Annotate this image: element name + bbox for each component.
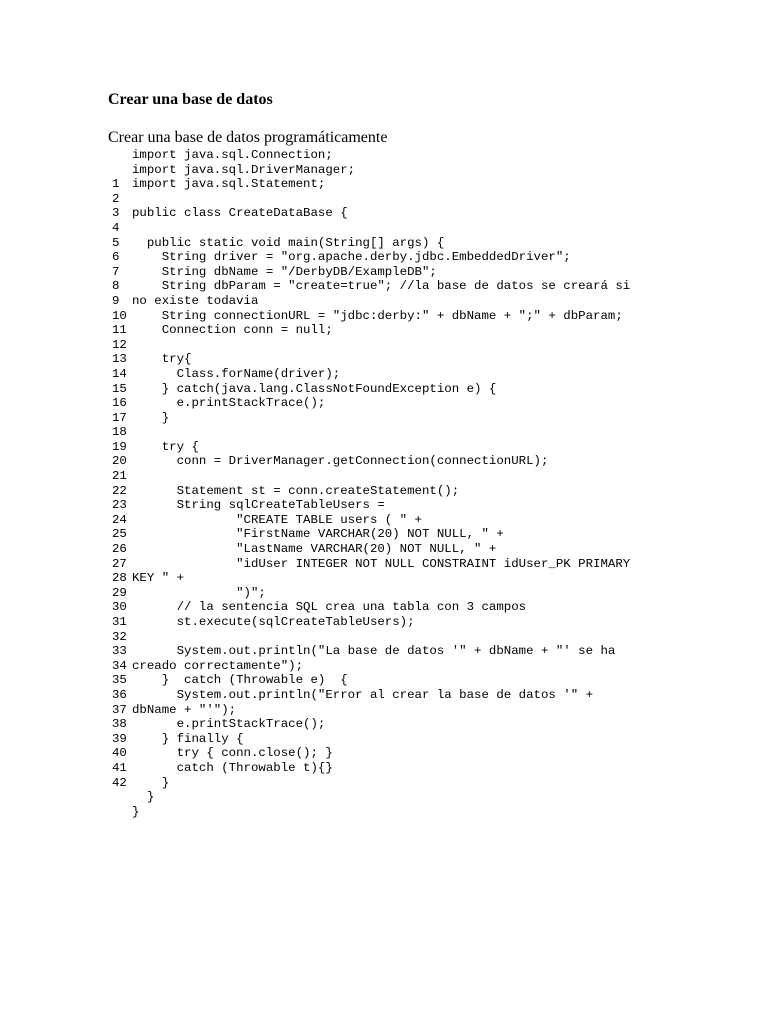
line-number: 8: [112, 279, 120, 294]
line-number: 13: [112, 352, 127, 367]
code-text: "LastName VARCHAR(20) NOT NULL, " +: [132, 542, 497, 557]
line-number: 37: [112, 702, 127, 717]
line-number: 19: [112, 439, 127, 454]
line-number: 3: [112, 206, 120, 221]
line-number: 29: [112, 585, 127, 600]
code-text: }: [132, 775, 170, 790]
code-text: String dbName = "/DerbyDB/ExampleDB";: [132, 264, 437, 279]
line-number: 38: [112, 717, 127, 732]
code-text: "FirstName VARCHAR(20) NOT NULL, " +: [132, 527, 504, 542]
line-number: 14: [112, 366, 127, 381]
line-number: 20: [112, 454, 127, 469]
code-text: String sqlCreateTableUsers =: [132, 498, 385, 513]
line-number: 15: [112, 381, 127, 396]
code-text: dbName + "'");: [132, 702, 237, 717]
line-number: 16: [112, 396, 127, 411]
code-text: Connection conn = null;: [132, 323, 333, 338]
line-number: 32: [112, 629, 127, 644]
line-number: 35: [112, 673, 127, 688]
line-number: 11: [112, 323, 127, 338]
code-text: "idUser INTEGER NOT NULL CONSTRAINT idUser_PK PRIMARY: [132, 556, 631, 571]
line-number: 4: [112, 220, 120, 235]
code-text: System.out.println("Error al crear la base de datos '" +: [132, 687, 594, 702]
section-subtitle: Crear una base de datos programáticamente: [108, 129, 388, 146]
line-number: 26: [112, 542, 127, 557]
line-number: 33: [112, 644, 127, 659]
line-number: 41: [112, 760, 127, 775]
line-number: 34: [112, 658, 127, 673]
code-text: public static void main(String[] args) {: [132, 235, 445, 250]
code-text: e.printStackTrace();: [132, 717, 326, 732]
code-text: ")";: [132, 585, 266, 600]
code-text: try{: [132, 352, 192, 367]
code-text: String connectionURL = "jdbc:derby:" + dbName + ";" + dbParam;: [132, 308, 623, 323]
document-title: Crear una base de datos: [108, 91, 273, 108]
line-number: 18: [112, 425, 127, 440]
code-text: } catch (Throwable e) {: [132, 673, 348, 688]
code-text: }: [132, 410, 170, 425]
line-number: 2: [112, 191, 120, 206]
line-number: 6: [112, 250, 120, 265]
code-text: }: [132, 804, 140, 819]
line-number: 40: [112, 746, 127, 761]
code-text: st.execute(sqlCreateTableUsers);: [132, 615, 415, 629]
line-number: 25: [112, 527, 127, 542]
line-number: 42: [112, 775, 127, 790]
line-number: 1: [112, 177, 120, 192]
line-number: 9: [112, 293, 120, 308]
line-number: 24: [112, 512, 127, 527]
code-text: conn = DriverManager.getConnection(connectionURL);: [132, 454, 549, 469]
line-number: 23: [112, 498, 127, 513]
code-text: String driver = "org.apache.derby.jdbc.EmbeddedDriver";: [132, 250, 571, 265]
code-text: catch (Throwable t){}: [132, 760, 333, 775]
code-text: // la sentencia SQL crea una tabla con 3 campos: [132, 600, 527, 615]
line-number: 27: [112, 556, 127, 571]
code-text: creado correctamente");: [132, 658, 304, 673]
code-text: no existe todavia: [132, 293, 259, 308]
line-number: 31: [112, 615, 127, 629]
line-number: 5: [112, 235, 120, 250]
code-text: import java.sql.DriverManager;: [132, 162, 356, 177]
line-number: 7: [112, 264, 120, 279]
code-text: Statement st = conn.createStatement();: [132, 483, 460, 498]
line-number: 21: [112, 469, 127, 484]
line-number: 28: [112, 571, 127, 586]
code-text: import java.sql.Statement;: [132, 177, 326, 192]
code-text: String dbParam = "create=true"; //la base de datos se creará si: [132, 279, 631, 294]
line-number: 22: [112, 483, 127, 498]
line-number: 17: [112, 410, 127, 425]
code-text: "CREATE TABLE users ( " +: [132, 512, 422, 527]
code-text: System.out.println("La base de datos '" + dbName + "' se ha: [132, 644, 616, 659]
line-number: 36: [112, 687, 127, 702]
code-text: } finally {: [132, 731, 244, 746]
code-text: }: [132, 790, 155, 805]
code-text: e.printStackTrace();: [132, 396, 326, 411]
line-number: 30: [112, 600, 127, 615]
line-number: 12: [112, 337, 127, 352]
code-text: try {: [132, 439, 199, 454]
code-text: } catch(java.lang.ClassNotFoundException e) {: [132, 381, 497, 396]
code-text: public class CreateDataBase {: [132, 206, 348, 221]
line-number: 10: [112, 308, 127, 323]
code-text: try { conn.close(); }: [132, 746, 333, 761]
code-text: import java.sql.Connection;: [132, 148, 333, 162]
code-text: Class.forName(driver);: [132, 366, 341, 381]
line-number: 39: [112, 731, 127, 746]
code-text: KEY " +: [132, 571, 185, 586]
